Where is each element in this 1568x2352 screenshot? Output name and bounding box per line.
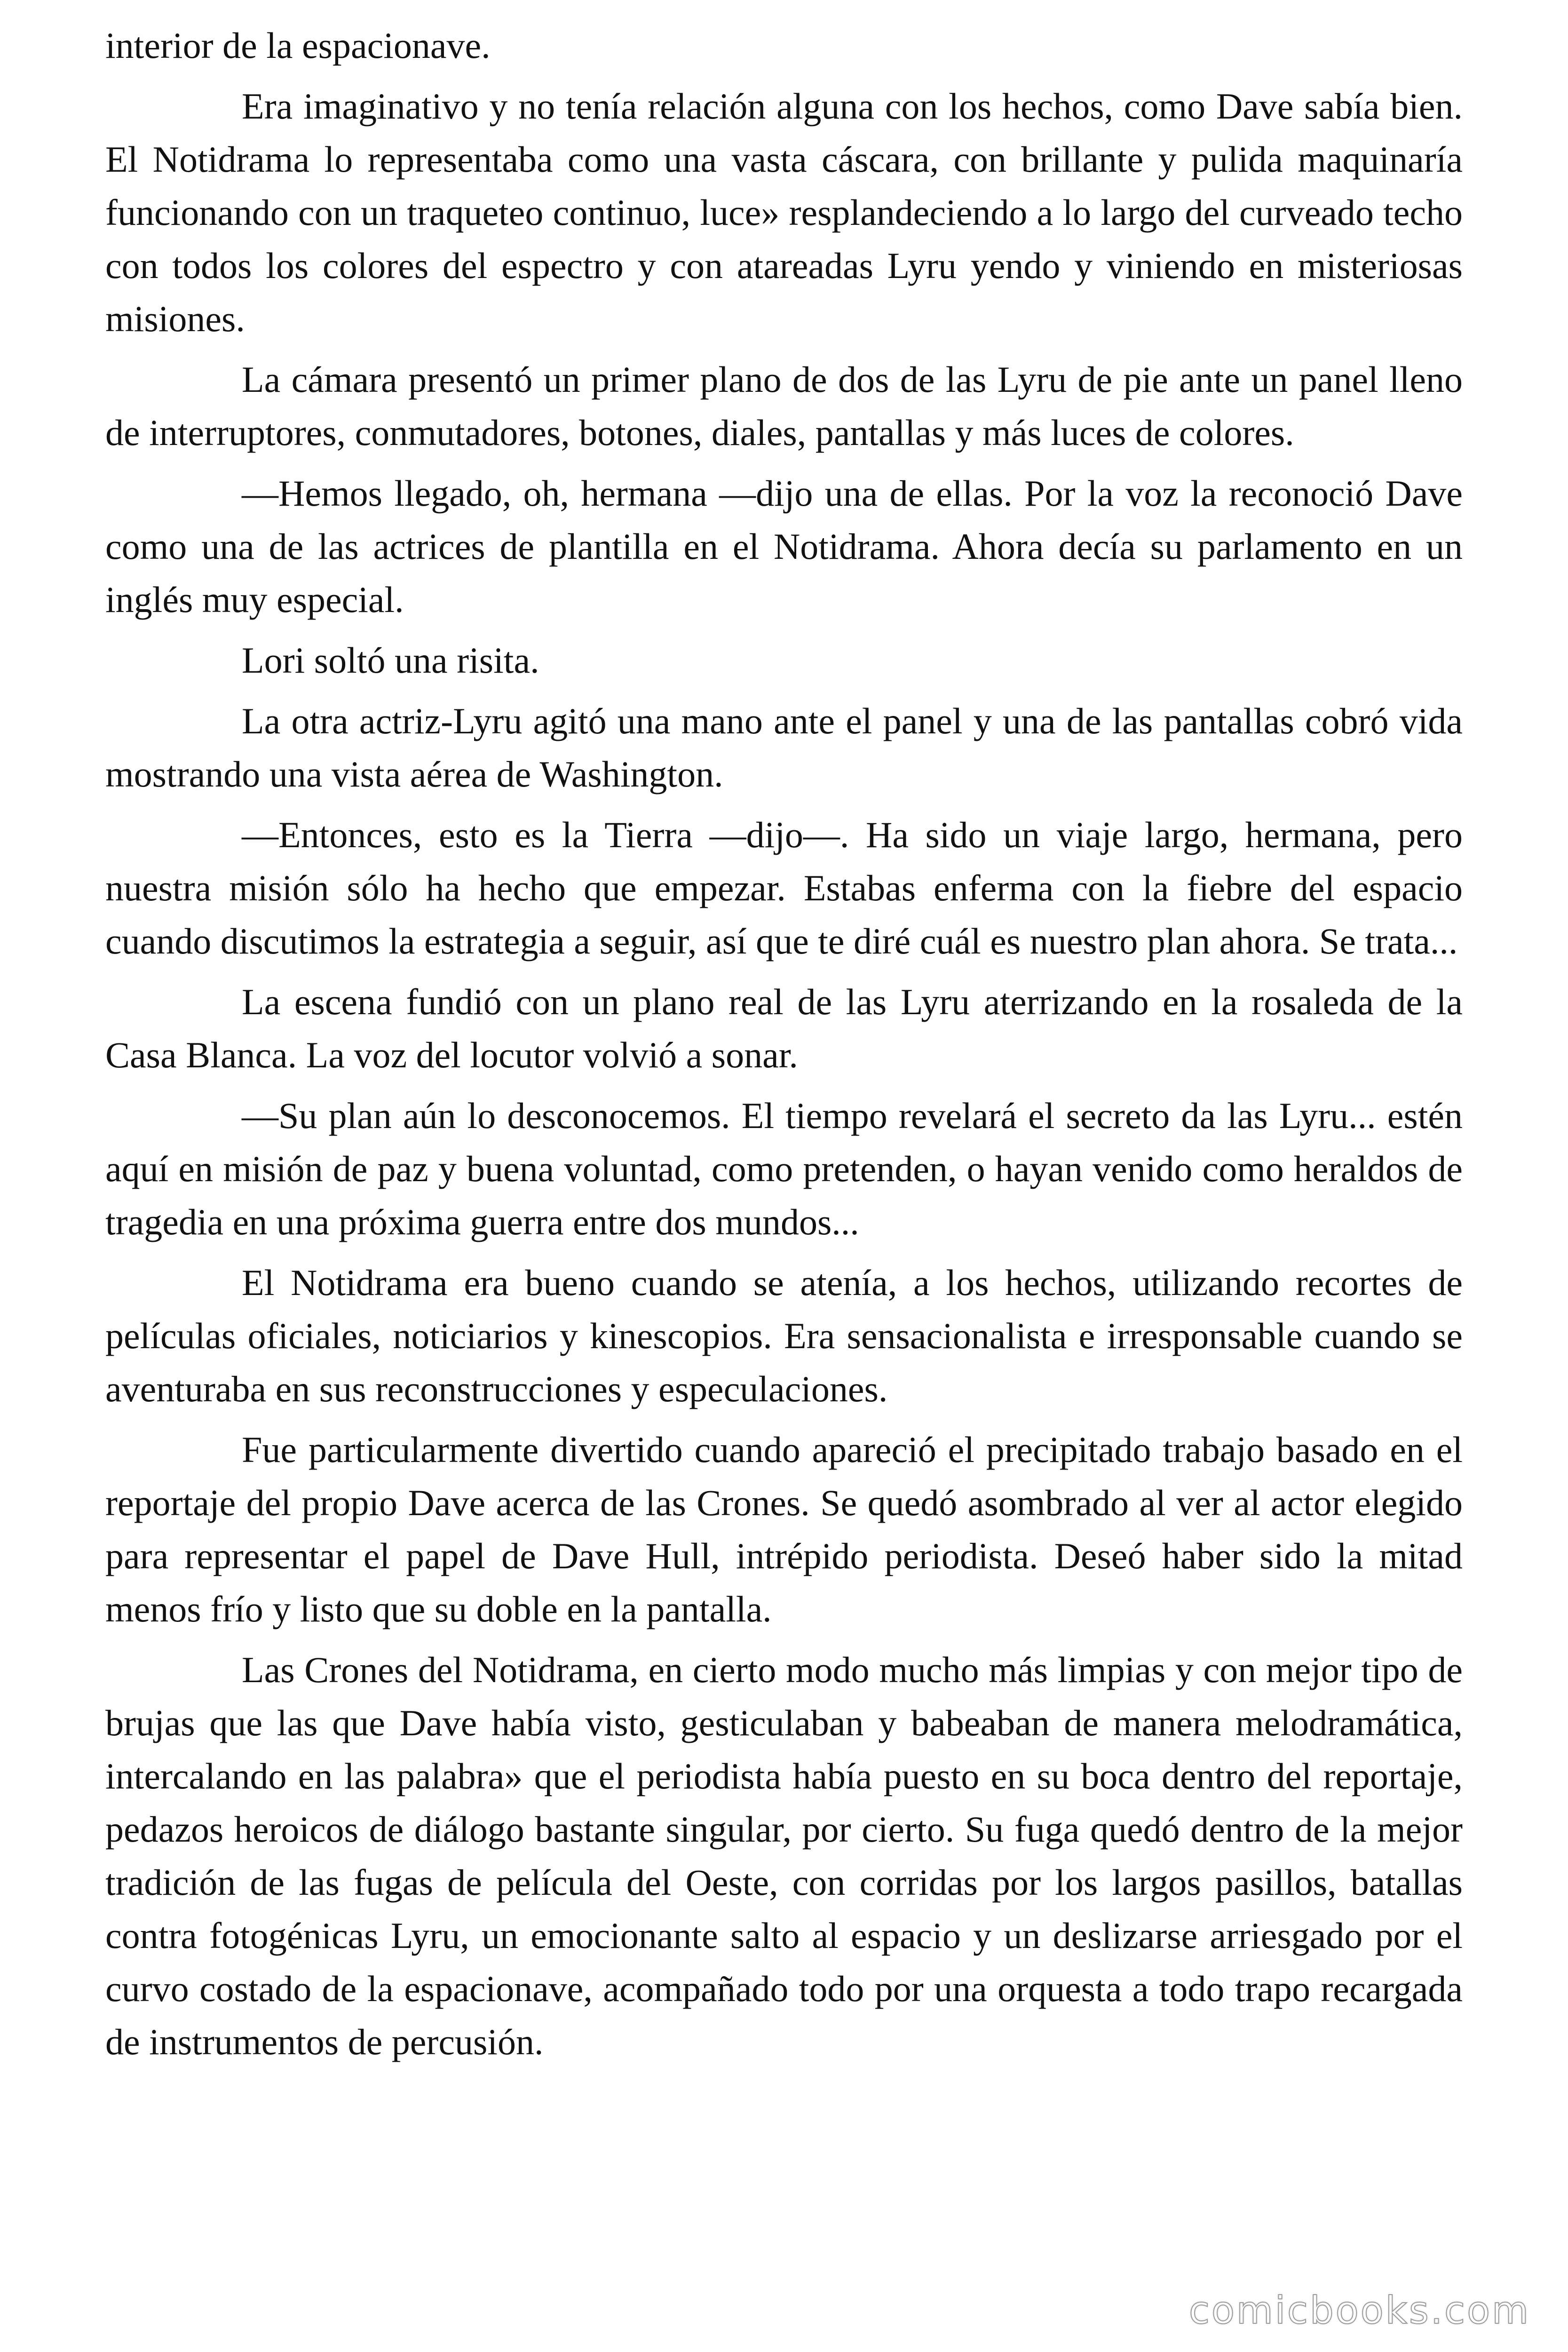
paragraph: Fue particularmente divertido cuando apareció el precipitado trabajo basado en el reportaje del propio Dave acerca de las Crones. Se quedó asombrado al ver al actor elegido para representar el papel de Dave Hull, intrépido periodista. Deseó haber sido la mitad menos frío y listo que su doble en la pantalla. [105,1429,1463,1629]
document-page [105,19,1463,2076]
paragraph: —Entonces, esto es la Tierra —dijo—. Ha sido un viaje largo, hermana, pero nuestra misión sólo ha hecho que empezar. Estabas enferma con la fiebre del espacio cuando discutimos la estrategia a seguir, así que te diré cuál es nuestro plan ahora. Se trata... [105,814,1463,961]
watermark: comicbooks.com [1188,2288,1530,2332]
paragraph: Lori soltó una risita. [242,640,539,681]
paragraph: —Su plan aún lo desconocemos. El tiempo revelará el secreto da las Lyru... estén aquí en misión de paz y buena voluntad, como pretenden, o hayan venido como heraldos de tragedia en una próxima guerra entre dos mundos... [105,1095,1463,1242]
paragraph: La escena fundió con un plano real de las Lyru aterrizando en la rosaleda de la Casa Blanca. La voz del locutor volvió a sonar. [105,981,1463,1075]
paragraph: Era imaginativo y no tenía relación alguna con los hechos, como Dave sabía bien. El Notidrama lo representaba como una vasta cáscara, con brillante y pulida maquinaría funcionando con un traqueteo continuo, luce» resplandeciendo a lo largo del curveado techo con todos los colores del espectro y con atareadas Lyru yendo y viniendo en misteriosas misiones. [105,86,1463,339]
paragraph: El Notidrama era bueno cuando se atenía, a los hechos, utilizando recortes de películas oficiales, noticiarios y kinescopios. Era sensacionalista e irresponsable cuando se aventuraba en sus reconstrucciones y especulaciones. [105,1262,1463,1409]
paragraph: La otra actriz-Lyru agitó una mano ante el panel y una de las pantallas cobró vida mostrando una vista aérea de Washington. [105,700,1463,795]
paragraph: La cámara presentó un primer plano de dos de las Lyru de pie ante un panel lleno de interruptores, conmutadores, botones, diales, pantallas y más luces de colores. [105,359,1463,453]
paragraph: —Hemos llegado, oh, hermana —dijo una de ellas. Por la voz la reconoció Dave como una de las actrices de plantilla en el Notidrama. Ahora decía su parlamento en un inglés muy especial. [105,473,1463,620]
paragraph: Las Crones del Notidrama, en cierto modo mucho más limpias y con mejor tipo de brujas que las que Dave había visto, gesticulaban y babeaban de manera melodramática, intercalando en las palabra» que el periodista había puesto en su boca dentro del reportaje, pedazos heroicos de diálogo bastante singular, por cierto. Su fuga quedó dentro de la mejor tradición de las fugas de película del Oeste, con corridas por los largos pasillos, batallas contra fotogénicas Lyru, un emocionante salto al espacio y un deslizarse arriesgado por el curvo costado de la espacionave, acompañado todo por una orquesta a todo trapo recargada de instrumentos de percusión. [105,1649,1463,2062]
paragraph-continuation: interior de la espacionave. [105,25,491,66]
